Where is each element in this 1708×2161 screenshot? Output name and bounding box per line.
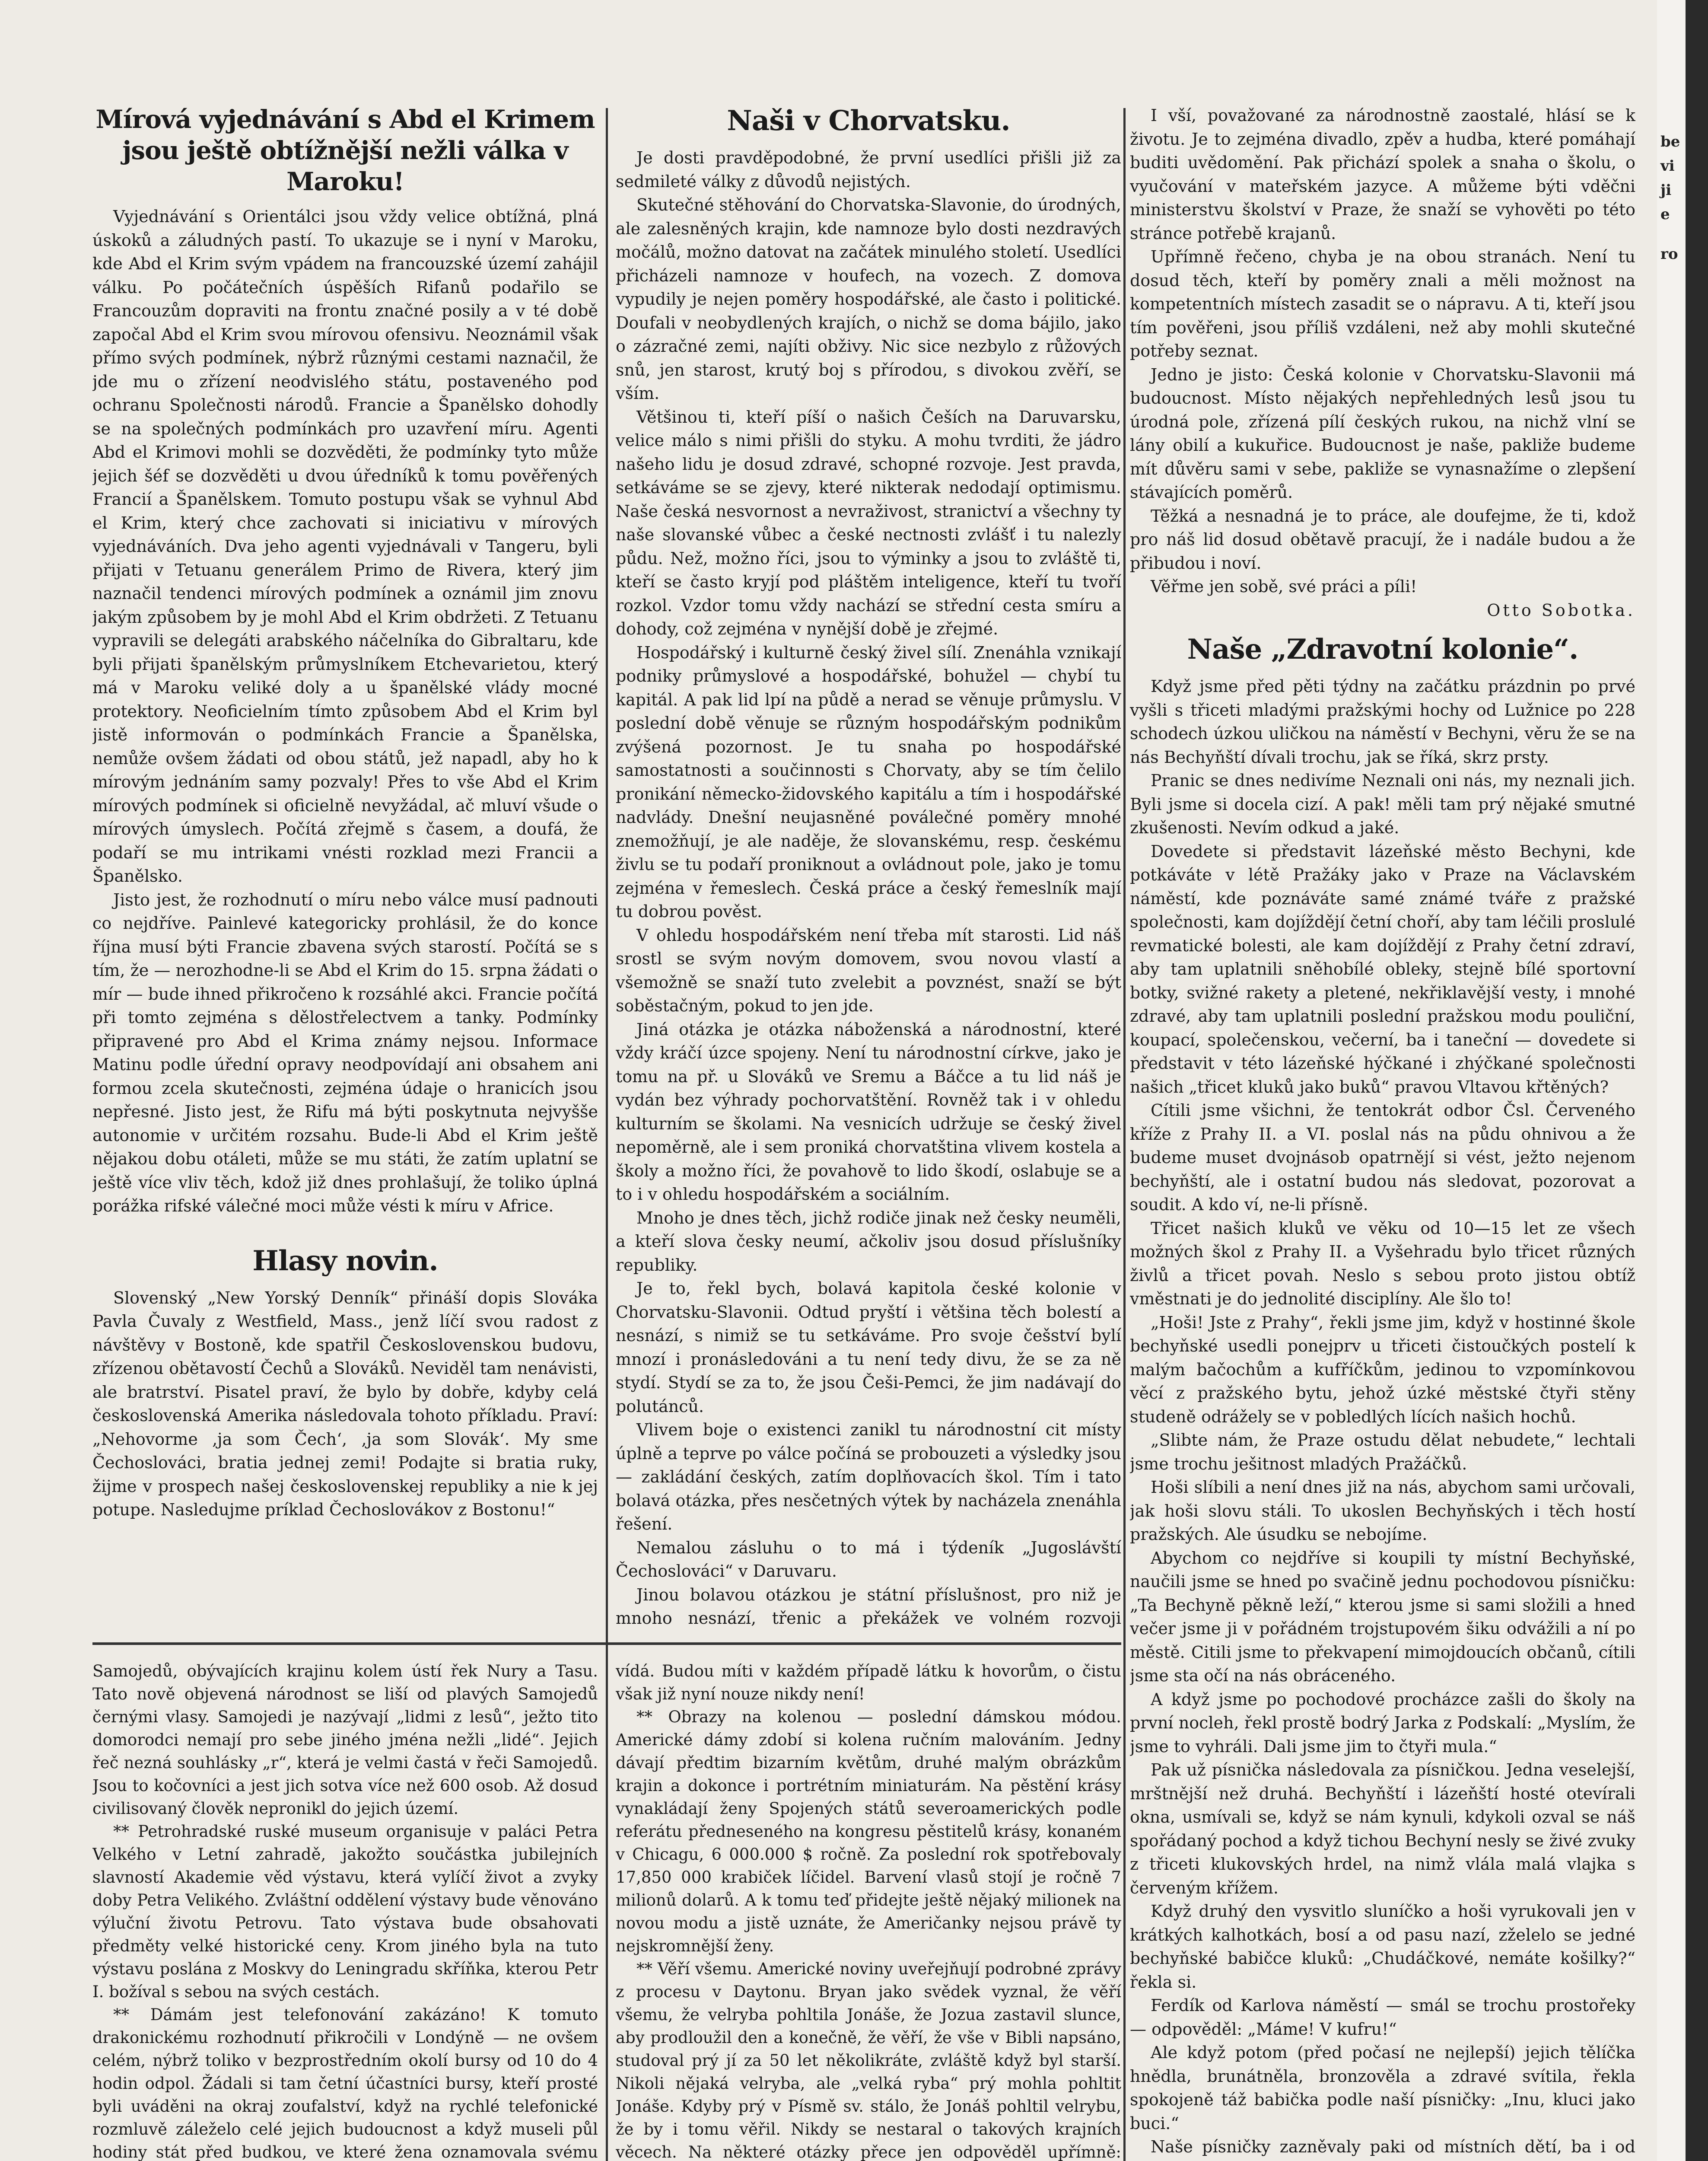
paragraph: Třicet našich kluků ve věku od 10—15 let ze všech možných škol z Prahy II. a Vyšehradu bylo třicet různých živlů a třicet povah. Neslo s sebou proto jistou obtíž vměstnati je do jednolité disciplíny. Ale šlo to! — [1130, 1218, 1635, 1308]
headline-morocco: Mírová vyjednávání s Abd el Krimem jsou ještě obtížnější nežli válka v Maroku! — [95, 105, 595, 196]
paragraph: Hoši slíbili a není dnes již na nás, abychom sami určovali, jak hoši slovu stáli. To ukoslen Bechyňských i těch hostí pražských. Ale úsudku se nebojíme. — [1130, 1478, 1635, 1544]
adjacent-page-edge — [1657, 0, 1686, 2161]
author-signature: Otto Sobotka. — [1487, 600, 1635, 620]
column-rule-2 — [1123, 108, 1126, 2161]
section-divider — [92, 1642, 1121, 1645]
paragraph: Jedno je jisto: Česká kolonie v Chorvatsku-Slavonii má budoucnost. Místo nějakých nepřehledných lesů jsou tu úrodná pole, zřízená pílí českých rukou, na nichž vlní se lány obilí a kukuřice. Budoucnost je naše, pakliže budeme mít důvěru sami v sebe, pakliže se vynasnažíme o zlepšení stávajících poměrů. — [1130, 365, 1635, 502]
margin-fragment: ro — [1660, 245, 1678, 263]
paragraph: Pak už písnička následovala za písničkou. Jedna veselejší, mrštnější než druhá. Bechyňští i lázeňští hosté otevírali okna, usmívali se, když se nám kynuli, kdykoli ozval se náš spořádaný pochod a když tichou Bechyní nesly se živé zvuky z třiceti klukovských hrdel, na nimž vlála malá vlajka s červeným křížem. — [1130, 1760, 1635, 1897]
paragraph: ** Dámám jest telefonování zakázáno! K tomuto drakonickému rozhodnutí přikročili v Londýně — ne ovšem celém, nýbrž toliko v bezprostředním okolí bursy od 10 do 4 hodin odpol. Žádali si tam četní účastníci bursy, kteří prosté byli uváděni na okraj zoufalství, když na rychlé telefonické rozmluvě záleželo celé jejich budoucnost a když museli půl hodiny stát před budkou, ve které žena oznamovala svému — [92, 2005, 598, 2161]
paragraph: Těžká a nesnadná je to práce, ale doufejme, že ti, kdož pro náš lid dosud obětavě pracují, že i nadále budou a že přibudou i noví. — [1130, 506, 1635, 573]
column-3 — [1130, 104, 1635, 2161]
column-1-upper — [92, 104, 598, 1632]
headline-hlasy: Hlasy novin. — [252, 1244, 438, 1277]
paragraph: Je dosti pravděpodobné, že první usedlíci přišli již za sedmileté války z důvodů nejistých. — [616, 148, 1121, 191]
paragraph: Jisto jest, že rozhodnutí o míru nebo válce musí padnouti co nejdříve. Painlevé kategoricky prohlásil, že do konce října musí býti Francie zbavena svých starostí. Počítá se s tím, že — nerozhodne-li se Abd el Krim do 15. srpna žádati o mír — bude ihned přikročeno k rozsáhlé akci. Francie počítá při tomto zejména s dělostřelectvem a tanky. Podmínky připravené pro Abd el Krima známy nejsou. Informace Matinu podle úřední opravy neodpovídají ani obsahem ani formou zcela skutečnosti, zejména údaje o hranicích jsou nepřesné. Jisto jest, že Rifu má býti poskytnuta nejvyšše autonomie v určitém rozsahu. Bude-li Abd el Krim ještě nějakou dobu otáleti, může se mu státi, že zatím uplatní se ještě více vliv těch, kdož již dnes prohlašují, že toliko úplná porážka rifské válečné moci může vésti k míru v Africe. — [92, 890, 598, 1215]
paragraph: A když jsme po pochodové procházce zašli do školy na první nocleh, řekl prostě bodrý Jarka z Podskalí: „Myslím, že jsme to vyhráli. Dali jsme jim to čtyři mula.“ — [1130, 1689, 1635, 1756]
paragraph: Ale když potom (před počasí ne nejlepší) jejich tělíčka hnědla, brunátněla, bronzověla a zdravé svítila, řekla spokojeně táž babička podle naší písničky: „Inu, kluci jako buci.“ — [1130, 2043, 1635, 2133]
paragraph: Skutečné stěhování do Chorvatska-Slavonie, do úrodných, ale zalesněných krajin, kde namnoze bylo dosti nezdravých močálů, možno datovat na začátek minulého století. Usedlíci přicházeli namnoze v houfech, na vozech. Z domova vypudily je nejen poměry hospodářské, ale často i politické. Doufali v neobydlených krajích, o nichž se doma bájilo, jako o zázračné zemi, najíti obživy. Nic sice nezbylo z růžových snů, jen starost, krutý boj s přírodou, s divokou zvěří, se vším. — [616, 195, 1121, 403]
paragraph: Jiná otázka je otázka náboženská a národnostní, které vždy kráčí úzce spojeny. Není tu národnostní církve, jako je tomu na př. u Slováků ve Sremu a Báčce a tu lid náš je vydán bez výhrady pochorvatštění. Rovněž tak i v ohledu kulturním se školami. Na vesnicích udržuje se český živel nepoměrně, ale i sem proniká chorvatština vlivem kostela a školy a možno říci, že povahově to lido škodí, oslabuje se a to i v ohledu hospodářském a sociálním. — [616, 1020, 1121, 1204]
paragraph: I vší, považované za národnostně zaostalé, hlásí se k životu. Je to zejména divadlo, zpěv a hudba, které pomáhají buditi uvědomění. Pak přichází spolek a snaha o školu, o vyučování v mateřském jazyce. A můžeme býti vděčni ministerstvu školství v Praze, že snaží se vyhověti po této stránce potřebě krajanů. — [1130, 106, 1635, 243]
paragraph: Je to, řekl bych, bolavá kapitola české kolonie v Chorvatsku-Slavonii. Odtud pryští i většina těch bolestí a nesnází, s nimiž se tu setkáváme. Pro svoje češství bylí mnozí i pronásledováni a tu není tedy divu, že se za ně stydí. Stydí se za to, že jsou Češi-Pemci, že jim nadávají do polutánců. — [616, 1279, 1121, 1416]
paragraph: Věřme jen sobě, své práci a píli! — [1151, 577, 1417, 596]
paragraph: V ohledu hospodářském není třeba mít starosti. Lid náš srostl se svým novým domovem, svou novou vlastí a všemožně se snaží tuto zvelebit a povznést, snaží se být soběstačným, pokud to jen jde. — [616, 925, 1121, 1015]
column-1-lower — [92, 1660, 598, 2161]
paragraph: Pranic se dnes nedivíme Neznali oni nás, my neznali jich. Byli jsme si docela cizí. A pak! měli tam prý nějaké smutné zkušenosti. Nevím odkud a jaké. — [1130, 771, 1635, 837]
paragraph: Dovedete si představit lázeňské město Bechyni, kde potkáváte v létě Pražáky jako v Praze na Václavském náměstí, kde poznáváte samé známé tváře z pražské společnosti, kam dojíždějí četní choří, aby tam léčili proslulé revmatické bolesti, ale kam dojíždějí z Prahy četní zdraví, aby tam uplatnili sněhobílé obleky, stejně bílé sportovní botky, svižné rakety a pletené, nekřiklavější vesty, i mnohé zdravé, aby tam uplatnili poslední pražskou modu pouliční, koupací, společenskou, večerní, ba i taneční — dovedete si představit v této lázeňské hýčkané i zhýčkané společnosti našich „třicet kluků jako buků“ pravou Vltavou křtěných? — [1130, 841, 1635, 1096]
paragraph: ** Obrazy na kolenou — poslední dámskou módou. Americké dámy zdobí si kolena ručním malováním. Jedny dávají předtim bizarním květům, druhé malým obrázkům krajin a dokonce i portrétním miniaturám. Na pěstění krásy vynakládají ženy Spojených států severoamerických podle referátu předneseného na kongresu pěstitelů krásy, konaném v Chicagu, 6 000.000 $ ročně. Za poslední rok spotřebovaly 17,850 000 krabiček líčidel. Barvení vlasů stojí je ročně 7 milionů dolarů. A k tomu teď přidejte ještě nějaký milionek na novou modu a jistě uznáte, že Američanky nejsou právě ty nejskromnější ženy. — [616, 1708, 1121, 1955]
paragraph: Vyjednávání s Orientálci jsou vždy velice obtížná, plná úskoků a záludných pastí. To ukazuje se i nyní v Maroku, kde Abd el Krim svým vpádem na francouzské území zahájil válku. Po počátečních úspěších Rifanů podařilo se Francouzům dopraviti na frontu značné posily a v té době započal Abd el Krim svou mírovou ofensivu. Neoznámil však přímo svých podmínek, nýbrž různými cestami naznačil, že jde mu o zřízení neodvislého státu, postaveného pod ochranu Společnosti národů. Francie a Španělsko dohodly se na společných podmínkách pro uzavření míru. Agenti Abd el Krimovi mohli se dozvěděti, že podmínky tyto může jejich šéf se dozvěděti u dvou úředníků k tomu pověřených Francií a Španělskem. Tomuto postupu však se vyhnul Abd el Krim, který chce zachovati si iniciativu v mírových vyjednáváních. Dva jeho agenti vyjednávali v Tangeru, byli přijati v Tetuanu generálem Primo de Rivera, který jim naznačil tendenci mírových podmínek a oznámil jim znovu jakým způsobem by je mohl Abd el Krim obdržeti. Z Tetuanu vypravili se delegáti arabského náčelníka do Gibraltaru, kde byli přijati španělským průmyslníkem Etchevarietou, který má v Maroku veliké doly a u španělské vlády mocné protektory. Neoficielním tímto způsobem Abd el Krim byl jistě informován o podmínkách Francie a Španělska, nemůže ovšem žádati od obou států, jež napadl, aby ho k mírovým jednáním samy pozvaly! Přes to vše Abd el Krim mírových podmínek si oficielně nevyžádal, ač mluví všude o mírových úmyslech. Počítá zřejmě s časem, a doufá, že podaří se mu intrikami vnésti rozklad mezi Francii a Španělsko. — [92, 207, 598, 886]
paragraph: ** Věří všemu. Americké noviny uveřejňují podrobné zprávy z procesu v Daytonu. Bryan jako svědek vyznal, že věří všemu, že velryba pohltila Jonáše, že Jozua zastavil slunce, aby prodloužil den a konečně, že věří, že vše v Bibli napsáno, studoval prý jí za 50 let několikráte, zvláště když byl starší. Nikoli nějaká velryba, ale „velká ryba“ prý mohla pohltit Jonáše. Kdyby prý v Písmě sv. stálo, že Jonáš pohltil velrybu, že by i tomu věřil. Nikdy se nestaral o takových krajních věcech. Na některé otázky přece jen odpověděl upřímně: — [616, 1960, 1121, 2161]
paragraph: Hospodářský i kulturně český živel sílí. Znenáhla vznikají podniky průmyslové a hospodářské, bohužel — chybí tu kapitál. A pak lid lpí na půdě a nerad se věnuje průmyslu. V poslední době věnuje se různým hospodářským podnikům zvýšená pozornost. Je tu snaha po hospodářské samostatnosti a součinnosti s Chorvaty, aby se tím čelilo pronikání německo-židovského kapitálu a tím i hospodářské nadvlády. Dnešní neujasněné poválečné poměry mnohé znemožňují, je ale naděje, že slovanskému, resp. českému živlu se tu podaří proniknout a ovládnout pole, jako je tomu zejména v řemeslech. Česká práce a český řemeslník mají tu dobrou pověst. — [616, 643, 1121, 921]
headline-chorvatsko: Naši v Chorvatsku. — [727, 105, 1010, 137]
paragraph: ** Petrohradské ruské museum organisuje v paláci Petra Velkého v Letní zahradě, jakožto součástka jubilejních slavností Akademie věd výstavu, která vylíčí život a zvyky doby Petra Velikého. Zvláštní oddělení výstavy bude věnováno výluční životu Petrovu. Tato výstava bude obsahovati předměty velké historické ceny. Krom jiného byla na tuto výstavu poslána z Moskvy do Leningradu skříňka, kterou Petr I. božíval s sebou na svých cestách. — [92, 1822, 598, 2001]
margin-fragment: be — [1660, 133, 1680, 150]
paragraph: Slovenský „New Yorský Denník“ přináší dopis Slováka Pavla Čuvaly z Westfield, Mass., jenž líčí svou radost z návštěvy v Bostoně, kde spatřil Československou budovu, zřízenou obětavostí Čechů a Slováků. Neviděl tam nenávisti, ale bratrství. Pisatel praví, že bylo by dobře, kdyby celá československá Amerika následovala tohoto příkladu. Praví: „Nehovorme ‚ja som Čech‘, ‚ja som Slovák‘. My sme Čechoslováci, bratia jednej zemi! Podajte si bratia ruky, žijme v prospech našej československej republiky a nie k jej potupe. Nasledujme príklad Čechoslovákov z Bostonu!“ — [92, 1288, 598, 1519]
paragraph: Ferdík od Karlova náměstí — smál se trochu prostořeky — odpověděl: „Máme! V kufru!“ — [1130, 1996, 1635, 2039]
paragraph: „Slibte nám, že Praze ostudu dělat nebudete,“ lechtali jsme trochu ješitnost mladých Pražáčků. — [1130, 1431, 1635, 1473]
paragraph: Když druhý den vysvitlo sluníčko a hoši vyrukovali jen v krátkých kalhotkách, bosí a od pasu nazí, zželelo se jedné bechyňské babičce kluků: „Chudáčkové, nemáte košilky?“ řekla si. — [1130, 1902, 1635, 1992]
column-rule-1 — [606, 108, 608, 2161]
column-2-lower — [616, 1660, 1121, 2161]
paragraph: vídá. Budou míti v každém případě látku k hovorům, o čistu však již nyní nouze nikdy není! — [616, 1662, 1121, 1703]
paragraph: Upřímně řečeno, chyba je na obou stranách. Není tu dosud těch, kteří by poměry znali a měli možnost na kompetentních místech zasadit se o nápravu. A ti, kteří jsou tím pověřeni, jsou příliš vzdáleni, než aby mohli skutečné potřeby seznat. — [1130, 247, 1635, 360]
paragraph: Abychom co nejdříve si koupili ty místní Bechyňské, naučili jsme se hned po svačině jednu pochodovou písničku: „Ta Bechyně pěkně leží,“ kterou jsme si sami složili a hned večer jsme ji v pořádném trojstupovém šiku odvážili a ní po městě. Citili jsme to překvapení mimojdoucích občanů, cítili jsme sta očí na nás obráceného. — [1130, 1548, 1635, 1685]
margin-fragment: e — [1660, 206, 1670, 223]
paragraph: Většinou ti, kteří píší o našich Češích na Daruvarsku, velice málo s nimi přišli do styku. A mohu tvrditi, že jádro našeho lidu je dosud zdravé, schopné rozvoje. Jest pravda, setkáváme se se zjevy, které nikterak nedodají optimismu. Naše česká nesvornost a nevraživost, stranictví a všechny ty naše slovanské vůbec a české nectnosti zvlášť i tu nalezly půdu. Než, možno říci, jsou to výminky a jsou to zvláště ti, kteří se často kryjí pod pláštěm inteligence, kteří tu tvoří rozkol. Vzdor tomu vždy nachází se střední cesta smíru a dohody, což zejména v nynější době je zřejmé. — [616, 407, 1121, 638]
margin-fragment: ji — [1660, 182, 1672, 199]
paragraph: „Hoši! Jste z Prahy“, řekli jsme jim, když v hostinné škole bechyňské usedli ponejprv u třiceti čistoučkých postelí k malým bačochům a kufříčkům, jedinou to vzpomínkovou věcí z pražského bytu, jehož úzké městské čtyři stěny studeně odrážely se v pobledlých lících našich hochů. — [1130, 1313, 1635, 1426]
headline-kolonie: Naše „Zdravotní kolonie“. — [1187, 633, 1578, 666]
paragraph: Když jsme před pěti týdny na začátku prázdnin po prvé vyšli s třiceti mladými pražskými hochy od Lužnice po 228 schodech úzkou uličkou na náměstí v Bechyni, věru že se na nás Bechyňští dívali trochu, jak se říká, skrz prsty. — [1130, 677, 1635, 767]
paragraph: Nemalou zásluhu o to má i týdeník „Jugoslávští Čechoslováci“ v Daruvaru. — [616, 1538, 1121, 1581]
column-2-upper — [616, 104, 1121, 1632]
paragraph: Naše písničky zazněvaly paki od místních dětí, ba i od — [1151, 2137, 1635, 2156]
paragraph: Mnoho je dnes těch, jichž rodiče jinak než česky neuměli, a kteří slova česky neumí, ačkoliv jsou dosud příslušníky republiky. — [616, 1208, 1121, 1275]
paragraph: Cítili jsme všichni, že tentokrát odbor Čsl. Červeného kříže z Prahy II. a VI. poslal nás na půdu ohnivou a že budeme muset dvojnásob opatrnějí si vést, ježto nejenom bechyňští, ale i ostatní budou nás sledovat, pozorovat a soudit. A kdo ví, ne-li přísně. — [1130, 1101, 1635, 1214]
margin-fragment: vi — [1660, 157, 1675, 175]
paragraph: Jinou bolavou otázkou je státní příslušnost, pro niž je mnoho nesnází, třenic a překážek ve volném rozvoji — [616, 1585, 1121, 1628]
paragraph: Samojedů, obývajících krajinu kolem ústí řek Nury a Tasu. Tato nově objevená národnost se liší od plavých Samojedů černými vlasy. Samojedi je nazývají „lidmi z lesů“, ježto tito domorodci nemají pro sebe jiného jména nežli „lidé“. Jejich řeč nezná souhlásky „r“, která je velmi častá v řeči Samojedů. Jsou to kočovníci a jest jich sotva více než 600 osob. Až dosud civilisovaný člověk nepronikl do jejich území. — [92, 1662, 598, 1818]
scan-edge — [1686, 0, 1708, 2161]
paragraph: Vlivem boje o existenci zanikl tu národnostní cit místy úplně a teprve po válce počíná se probouzeti a výsledky jsou — zakládání českých, zatím doplňovacích škol. Tím i tato bolavá otázka, přes nesčetných výtek by nacházela znenáhla řešení. — [616, 1420, 1121, 1533]
